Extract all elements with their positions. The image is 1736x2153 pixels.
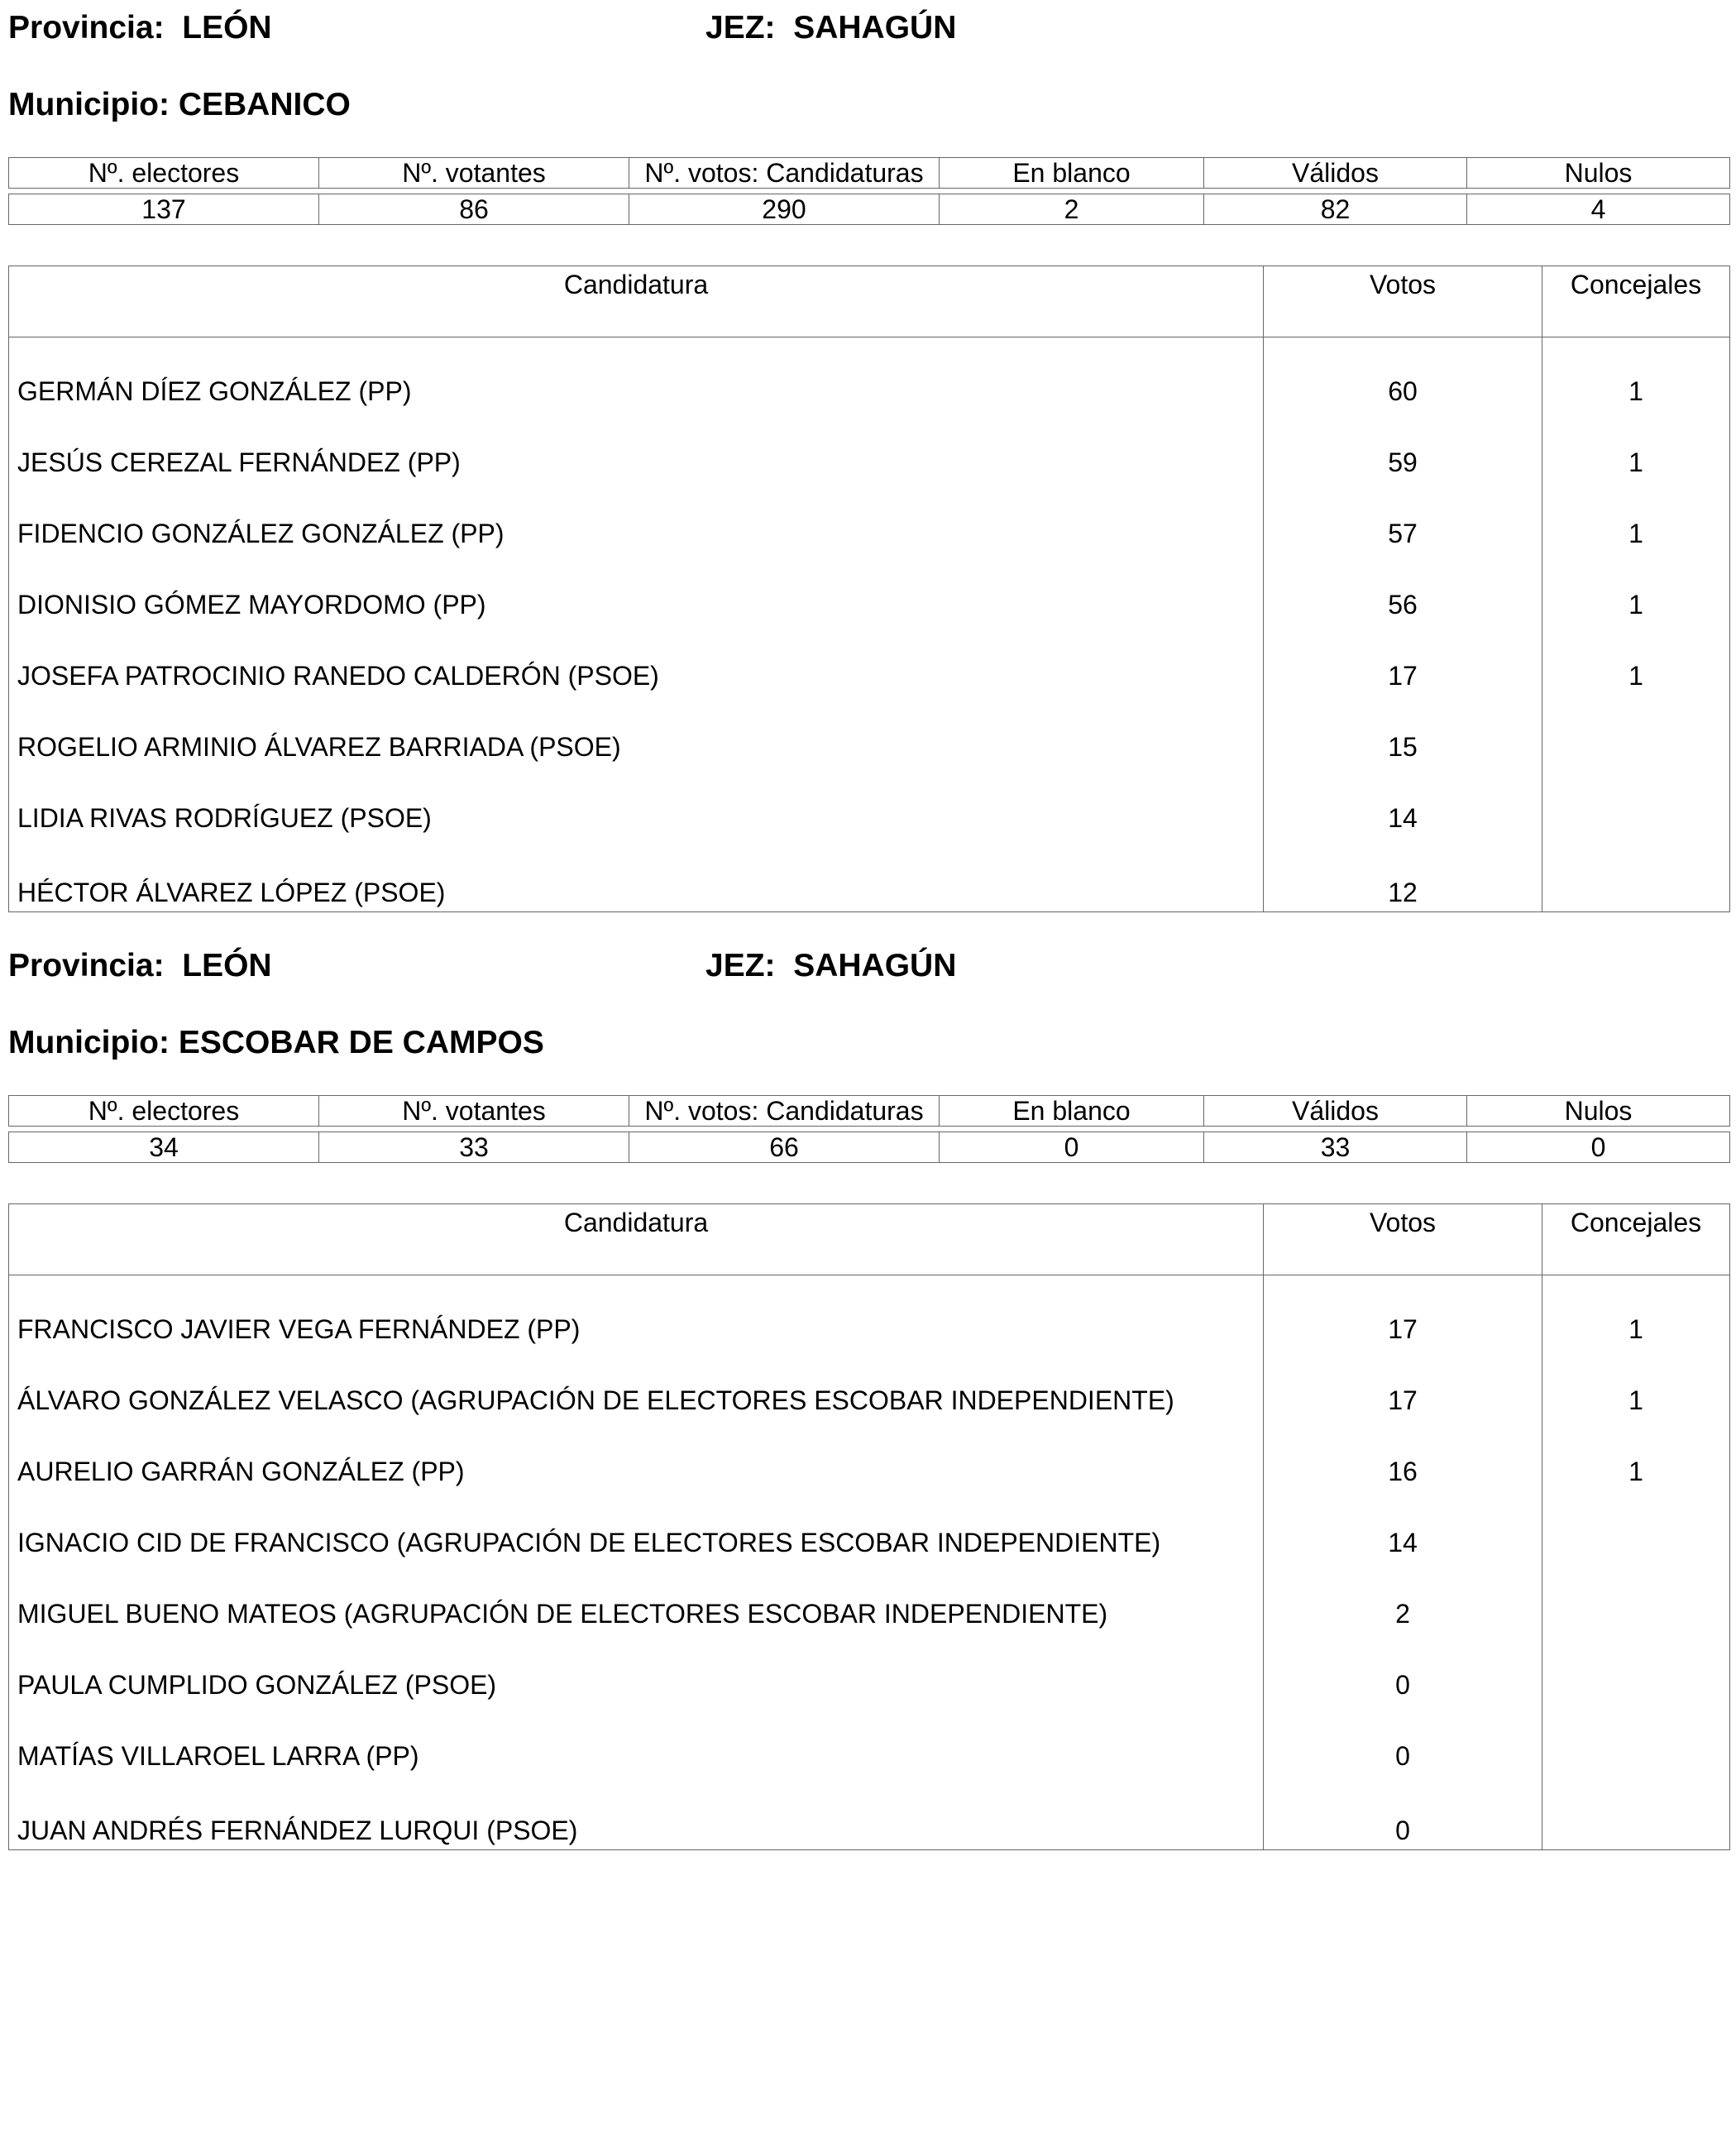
candidate-name: JESÚS CEREZAL FERNÁNDEZ (PP) <box>9 427 1264 498</box>
jez-heading <box>705 950 956 982</box>
candidate-votes: 12 <box>1264 854 1542 912</box>
stats-header-cell: Válidos <box>1204 158 1467 189</box>
candidate-votes: 17 <box>1264 640 1542 711</box>
provincia-label: Provincia: <box>8 948 165 983</box>
stats-value-cell: 86 <box>319 194 629 225</box>
candidate-name: ÁLVARO GONZÁLEZ VELASCO (AGRUPACIÓN DE ELECTORES ESCOBAR INDEPENDIENTE) <box>9 1365 1264 1436</box>
candidate-row <box>9 640 1730 711</box>
candidate-name: DIONISIO GÓMEZ MAYORDOMO (PP) <box>9 569 1264 640</box>
stats-value-cell: 33 <box>1204 1132 1467 1163</box>
stats-table <box>8 157 1730 225</box>
candidate-row <box>9 782 1730 854</box>
concejales-header: Concejales <box>1542 266 1730 337</box>
stats-value-cell: 0 <box>940 1132 1204 1163</box>
stats-value-row <box>9 1132 1730 1163</box>
candidate-name: LIDIA RIVAS RODRÍGUEZ (PSOE) <box>9 782 1264 854</box>
jez-label: JEZ: <box>705 10 776 45</box>
stats-value-cell: 290 <box>629 194 940 225</box>
candidate-row <box>9 427 1730 498</box>
candidate-seats: 1 <box>1542 1436 1730 1507</box>
provincia-value: LEÓN <box>182 10 272 45</box>
candidate-name: MATÍAS VILLAROEL LARRA (PP) <box>9 1720 1264 1792</box>
stats-header-cell: Nº. votantes <box>319 1096 629 1127</box>
candidate-votes: 16 <box>1264 1436 1542 1507</box>
municipio-value: ESCOBAR DE CAMPOS <box>178 1025 544 1060</box>
stats-header-cell: Nº. votos: Candidaturas <box>629 1096 940 1127</box>
candidate-seats <box>1542 1578 1730 1649</box>
stats-value-cell: 82 <box>1204 194 1467 225</box>
candidate-seats <box>1542 1649 1730 1720</box>
municipio-label: Municipio: <box>8 87 170 122</box>
candidate-name: JUAN ANDRÉS FERNÁNDEZ LURQUI (PSOE) <box>9 1792 1264 1850</box>
candidate-seats <box>1542 1792 1730 1850</box>
candidate-name: PAULA CUMPLIDO GONZÁLEZ (PSOE) <box>9 1649 1264 1720</box>
municipio-heading <box>8 1026 544 1059</box>
municipio-label: Municipio: <box>8 1025 170 1060</box>
candidate-row <box>9 1294 1730 1365</box>
stats-value-cell: 137 <box>9 194 319 225</box>
candidate-votes: 0 <box>1264 1649 1542 1720</box>
candidate-votes: 60 <box>1264 356 1542 427</box>
stats-header-cell: En blanco <box>940 1096 1204 1127</box>
candidate-votes: 14 <box>1264 1507 1542 1578</box>
jez-value: SAHAGÚN <box>793 948 957 983</box>
candidate-seats <box>1542 1507 1730 1578</box>
candidate-name: ROGELIO ARMINIO ÁLVAREZ BARRIADA (PSOE) <box>9 711 1264 782</box>
votos-header: Votos <box>1264 266 1542 337</box>
provincia-value: LEÓN <box>182 948 272 983</box>
jez-value: SAHAGÚN <box>793 10 957 45</box>
stats-value-row <box>9 194 1730 225</box>
candidate-seats: 1 <box>1542 498 1730 569</box>
candidate-row <box>9 1792 1730 1850</box>
jez-heading <box>705 12 956 44</box>
candidate-votes: 14 <box>1264 782 1542 854</box>
candidates-header-row <box>9 1204 1730 1275</box>
candidate-name: HÉCTOR ÁLVAREZ LÓPEZ (PSOE) <box>9 854 1264 912</box>
stats-header-cell: Nº. electores <box>9 158 319 189</box>
candidate-row <box>9 711 1730 782</box>
candidate-seats <box>1542 711 1730 782</box>
candidate-seats <box>1542 854 1730 912</box>
candidatura-header: Candidatura <box>9 266 1264 337</box>
candidatura-header: Candidatura <box>9 1204 1264 1275</box>
candidate-seats: 1 <box>1542 1294 1730 1365</box>
candidate-row <box>9 1436 1730 1507</box>
candidate-row <box>9 498 1730 569</box>
votos-header: Votos <box>1264 1204 1542 1275</box>
provincia-heading <box>8 950 272 982</box>
jez-label: JEZ: <box>705 948 776 983</box>
candidate-name: MIGUEL BUENO MATEOS (AGRUPACIÓN DE ELECTORES ESCOBAR INDEPENDIENTE) <box>9 1578 1264 1649</box>
stats-value-cell: 34 <box>9 1132 319 1163</box>
candidate-votes: 0 <box>1264 1792 1542 1850</box>
municipio-heading <box>8 89 351 121</box>
candidate-seats: 1 <box>1542 1365 1730 1436</box>
candidate-votes: 15 <box>1264 711 1542 782</box>
provincia-label: Provincia: <box>8 10 165 45</box>
candidate-seats: 1 <box>1542 356 1730 427</box>
candidate-row <box>9 1578 1730 1649</box>
stats-value-cell: 33 <box>319 1132 629 1163</box>
candidate-votes: 0 <box>1264 1720 1542 1792</box>
candidate-seats: 1 <box>1542 569 1730 640</box>
stats-header-cell: Nº. votos: Candidaturas <box>629 158 940 189</box>
candidate-name: IGNACIO CID DE FRANCISCO (AGRUPACIÓN DE ELECTORES ESCOBAR INDEPENDIENTE) <box>9 1507 1264 1578</box>
candidate-row <box>9 569 1730 640</box>
candidate-votes: 56 <box>1264 569 1542 640</box>
candidate-name: FRANCISCO JAVIER VEGA FERNÁNDEZ (PP) <box>9 1294 1264 1365</box>
candidate-votes: 2 <box>1264 1578 1542 1649</box>
stats-header-cell: Válidos <box>1204 1096 1467 1127</box>
candidate-votes: 17 <box>1264 1294 1542 1365</box>
candidate-row <box>9 1365 1730 1436</box>
stats-header-cell: Nº. votantes <box>319 158 629 189</box>
candidate-seats <box>1542 1720 1730 1792</box>
stats-value-cell: 66 <box>629 1132 940 1163</box>
stats-header-row <box>9 1096 1730 1127</box>
candidate-row <box>9 356 1730 427</box>
candidates-table <box>8 266 1730 912</box>
candidates-table <box>8 1203 1730 1850</box>
candidate-votes: 57 <box>1264 498 1542 569</box>
provincia-heading <box>8 12 272 44</box>
candidates-header-row <box>9 266 1730 337</box>
municipio-value: CEBANICO <box>178 87 351 122</box>
stats-header-cell: En blanco <box>940 158 1204 189</box>
candidate-name: AURELIO GARRÁN GONZÁLEZ (PP) <box>9 1436 1264 1507</box>
stats-value-cell: 0 <box>1467 1132 1730 1163</box>
candidate-votes: 17 <box>1264 1365 1542 1436</box>
stats-header-cell: Nulos <box>1467 158 1730 189</box>
candidate-name: FIDENCIO GONZÁLEZ GONZÁLEZ (PP) <box>9 498 1264 569</box>
candidate-name: JOSEFA PATROCINIO RANEDO CALDERÓN (PSOE) <box>9 640 1264 711</box>
candidate-seats: 1 <box>1542 640 1730 711</box>
stats-value-cell: 2 <box>940 194 1204 225</box>
candidate-row <box>9 1720 1730 1792</box>
concejales-header: Concejales <box>1542 1204 1730 1275</box>
candidate-row <box>9 1649 1730 1720</box>
candidate-seats: 1 <box>1542 427 1730 498</box>
candidate-votes: 59 <box>1264 427 1542 498</box>
candidate-row <box>9 854 1730 912</box>
stats-header-cell: Nº. electores <box>9 1096 319 1127</box>
stats-header-cell: Nulos <box>1467 1096 1730 1127</box>
stats-table <box>8 1095 1730 1163</box>
candidate-row <box>9 1507 1730 1578</box>
stats-value-cell: 4 <box>1467 194 1730 225</box>
candidate-name: GERMÁN DÍEZ GONZÁLEZ (PP) <box>9 356 1264 427</box>
candidate-seats <box>1542 782 1730 854</box>
stats-header-row <box>9 158 1730 189</box>
